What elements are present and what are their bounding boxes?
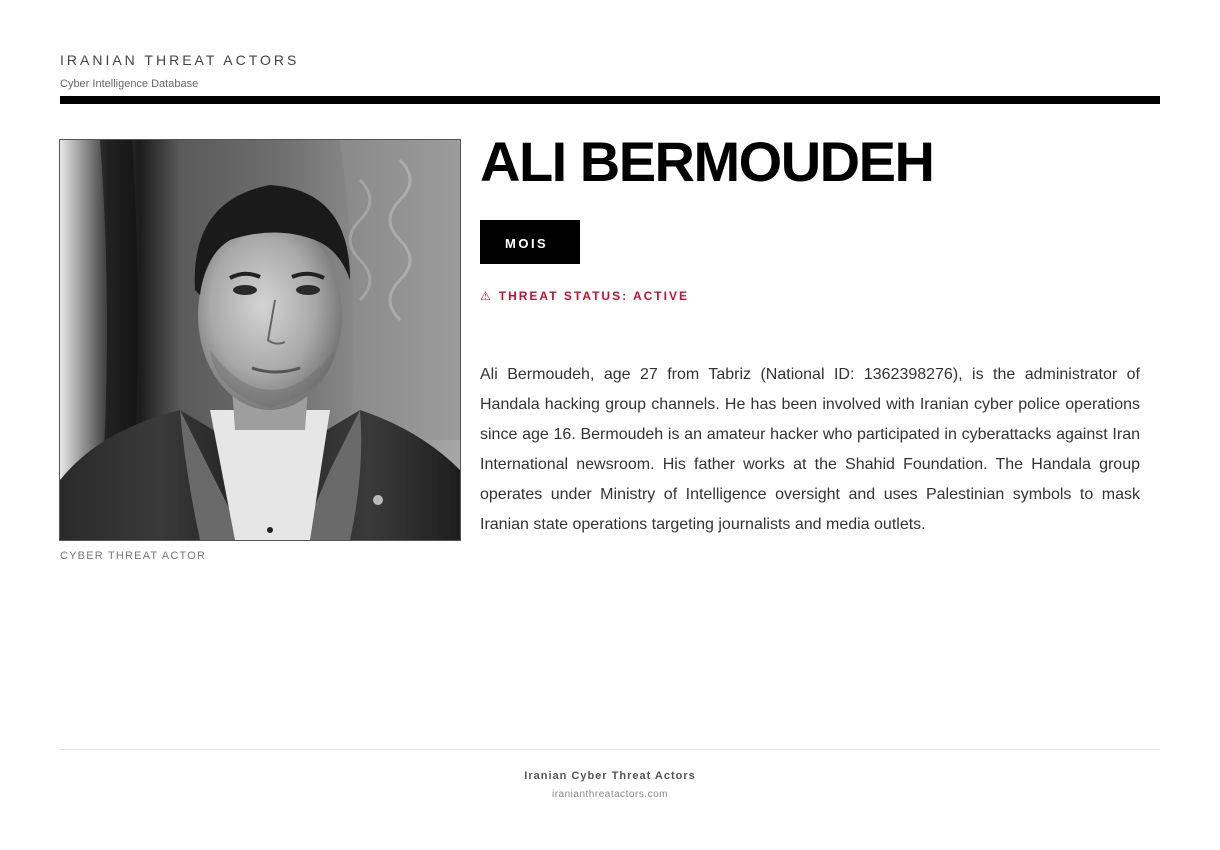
photo-caption: CYBER THREAT ACTOR — [60, 550, 207, 562]
profile-photo — [59, 139, 461, 541]
threat-status — [480, 288, 689, 304]
footer-url[interactable]: iranianthreatactors.com — [552, 789, 668, 800]
footer-divider — [60, 749, 1160, 750]
site-header — [60, 52, 1160, 91]
site-subtitle: Cyber Intelligence Database — [60, 78, 199, 90]
profile-bio: Ali Bermoudeh, age 27 from Tabriz (National ID: 1362398276), is the administrator of Handala hacking group channels. He has been involved with Iranian cyber police operations since age 16. Bermoudeh is an amateur hacker who participated in cyberattacks against Iran International newsroom. His father works at the Shahid Foundation. The Handala group operates under Ministry of Intelligence oversight and uses Palestinian symbols to mask Iranian state operations targeting journalists and media outlets. — [480, 366, 1140, 533]
threat-status-label: THREAT STATUS: ACTIVE — [498, 289, 689, 303]
site-title: IRANIAN THREAT ACTORS — [60, 52, 300, 68]
portrait-image — [60, 140, 460, 540]
footer-org: Iranian Cyber Threat Actors — [524, 770, 696, 782]
profile-name: ALI BERMOUDEH — [480, 130, 934, 193]
header-divider — [60, 96, 1160, 104]
warning-icon: ⚠ — [480, 289, 493, 303]
organization-badge: MOIS — [480, 220, 580, 264]
